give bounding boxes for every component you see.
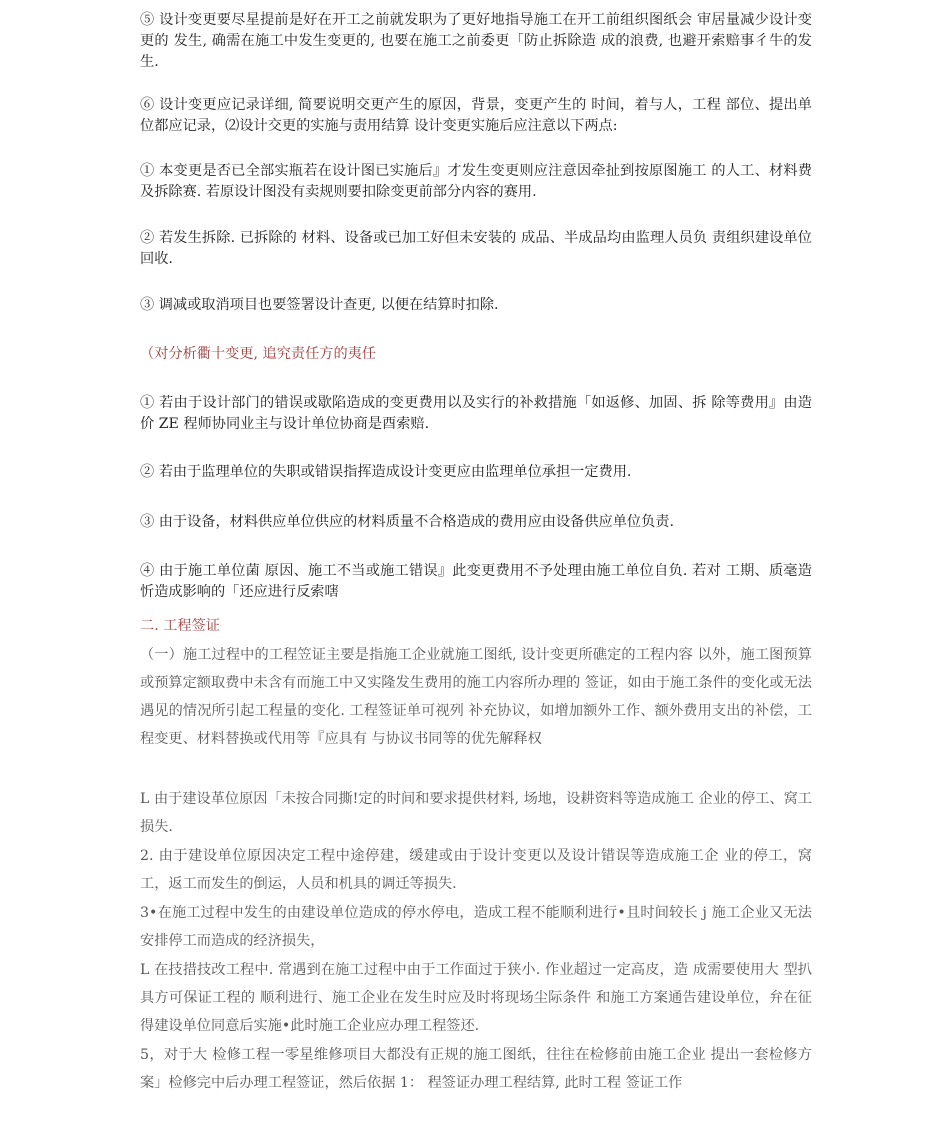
paragraph-resp-3: ③ 由于设备，材料供应单位供应的材料质量不合格造成的费用应由设备供应单位负责.: [140, 514, 674, 530]
paragraph-item-6: ⑥ 设计变更应记录详细, 简要说明交更产生的原因，背景，变更产生的 时间，着与人，工程 部位、提出单位都应记录，⑵设计交更的实施与责用结算 设计变更实施后应注意以下两点:: [140, 97, 812, 134]
paragraph-visa-2: 2. 由于建设单位原因决定工程中途停建，缓建或由于设计变更以及设计错误等造成施工企 业的停工，窝工，返工而发生的倒运，人员和机具的调迁等损失.: [140, 848, 812, 892]
paragraph-resp-4: ④ 由于施工单位菌 原因、施工不当或施工错误』此变更费用不予处理由施工单位自负. 若对 工期、质毫造忻造成影响的「还应进行反索嗐: [140, 563, 812, 600]
section-heading-responsibility: （对分析衢十变更, 追究责任方的夷任: [140, 346, 377, 362]
paragraph-resp-1: ① 若由于设计部门的错误或歇陷造成的变更费用以及实行的补救措施「如返修、加固、拆 除等费用』由造价 ZE 程师协同业主与设计单位协商是酉索赔.: [140, 395, 812, 432]
paragraph-visa-5: 5，对于大 检修工程一零星维修项目大都没有正规的施工图纸，往往在检修前由施工企业 提出一套检修方案」检修完中后办理工程签证，然后依据 1： 程签证办理工程结算, 此时工程 签证工作: [140, 1047, 812, 1091]
paragraph-visa-3: 3•在施工过程中发生的由建设单位造成的停水停电，造成工程不能顺利进行•且时间较长 j 施工企业又无法安排停工而造成的经济损失，: [140, 905, 812, 949]
paragraph-sub-1: ① 本变更是否已全部实瓶若在设计图已实施后』才发生变更则应注意因牵扯到按原图施工 的人工、材料费及拆除赛. 若原设计图没有卖规则要扣除变更前部分内容的赛用.: [140, 163, 812, 200]
paragraph-sub-2: ② 若发生拆除. 已拆除的 材料、设备或已加工好但未安装的 成品、半成品均由监理人员负 责组织建设单位回收.: [140, 230, 812, 267]
paragraph-visa-4: L 在技措技改工程中. 常遇到在施工过程中由于工作面过于狭小. 作业超过一定高皮，造 成需要使用大 型扒具方可保证工程的 顺利进行、施工企业在发生时应及时将现场尘际条件 和施工方案通告建设单位，弁在征得建设单位同意后实施•此时施工企业应办理工程签还.: [140, 962, 812, 1034]
section-heading-engineering-visa: 二. 工程签证: [140, 618, 220, 634]
paragraph-item-5: ⑤ 设计变更要尽星提前是好在开工之前就发职为了更好地指导施工在开工前组织图纸会 审居量减少设计变更的 发生, 确需在施工中发生变更的, 也要在施工之前委更「防止拆除造 成的浪费, 也避开索赔事彳牛的发生.: [140, 12, 812, 70]
paragraph-visa-intro: （一）施工过程中的工程笠证主要是指施工企业就施工图纸, 设计变更所礁定的工程内容 以外，施工图预算或预算定额取费中未含有而施工中又实隆发生费用的施工内容所办理的 签证，如由于施工条件的变化或无法遇见的情况所引起工程量的变化. 工程签证单可视列 补充协议，如增加额外工作、额外费用支出的补偿，工程变更、材料替换或代用等『应具有 与协议书同等的优先解释权: [140, 647, 812, 747]
paragraph-sub-3: ③ 调减或取消项目也要签署设计查更, 以便在结算时扣除.: [140, 297, 499, 313]
paragraph-visa-1: L 由于建设革位原因「未按合同撕!定的时间和要求提供材料, 场地，设耕资料等造成施工 企业的停工、窝工损失.: [140, 791, 812, 835]
paragraph-resp-2: ② 若由于监理单位的失职或错误指挥造成设计变更应由监理单位承担一定费用.: [140, 464, 632, 480]
